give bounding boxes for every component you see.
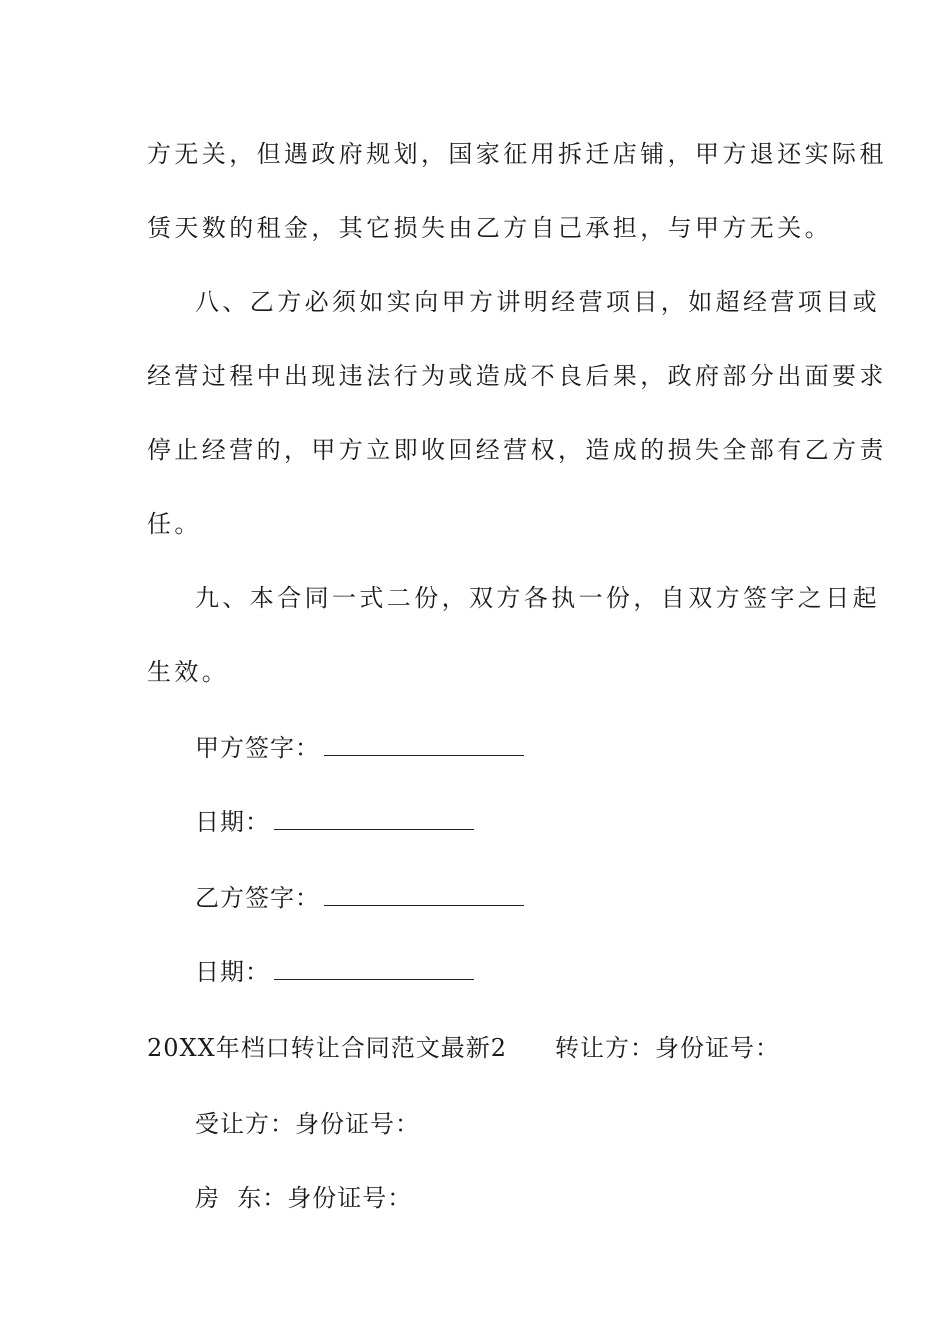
next-contract-heading-row — [147, 1031, 827, 1065]
transferor-id-label: 转让方：身份证号： — [554, 1034, 780, 1062]
clause-8-line-2: 经营过程中出现违法行为或造成不良后果，政府部分出面要求 — [147, 362, 887, 390]
date-a-label: 日期： — [195, 808, 270, 836]
party-a-signature-label: 甲方签字： — [195, 734, 320, 762]
transferee-id-label: 受让方：身份证号： — [195, 1110, 420, 1138]
party-a-signature-row — [195, 731, 875, 765]
clause-8-line-3: 停止经营的，甲方立即收回经营权，造成的损失全部有乙方责 — [147, 436, 887, 464]
party-b-signature-label: 乙方签字： — [195, 884, 320, 912]
next-contract-title: 20XX年档口转让合同范文最新2 — [147, 1034, 507, 1062]
party-b-signature-blank[interactable] — [324, 881, 524, 906]
party-b-signature-row — [195, 881, 875, 915]
clause-9-line-2: 生效。 — [147, 658, 230, 686]
date-a-row — [195, 805, 875, 839]
clause-8-line-1: 八、乙方必须如实向甲方讲明经营项目，如超经营项目或 — [195, 288, 880, 316]
date-b-blank[interactable] — [274, 955, 474, 980]
date-b-row — [195, 955, 875, 989]
clause-9-line-1: 九、本合同一式二份，双方各执一份，自双方签字之日起 — [195, 584, 880, 612]
party-a-signature-blank[interactable] — [324, 731, 524, 756]
clause-8-line-4: 任。 — [147, 510, 202, 538]
clause-7-line-1: 方无关，但遇政府规划，国家征用拆迁店铺，甲方退还实际租 — [147, 140, 887, 168]
date-b-label: 日期： — [195, 958, 270, 986]
date-a-blank[interactable] — [274, 805, 474, 830]
landlord-id-label: 房 东：身份证号： — [195, 1184, 413, 1212]
clause-7-line-2: 赁天数的租金，其它损失由乙方自己承担，与甲方无关。 — [147, 214, 832, 242]
